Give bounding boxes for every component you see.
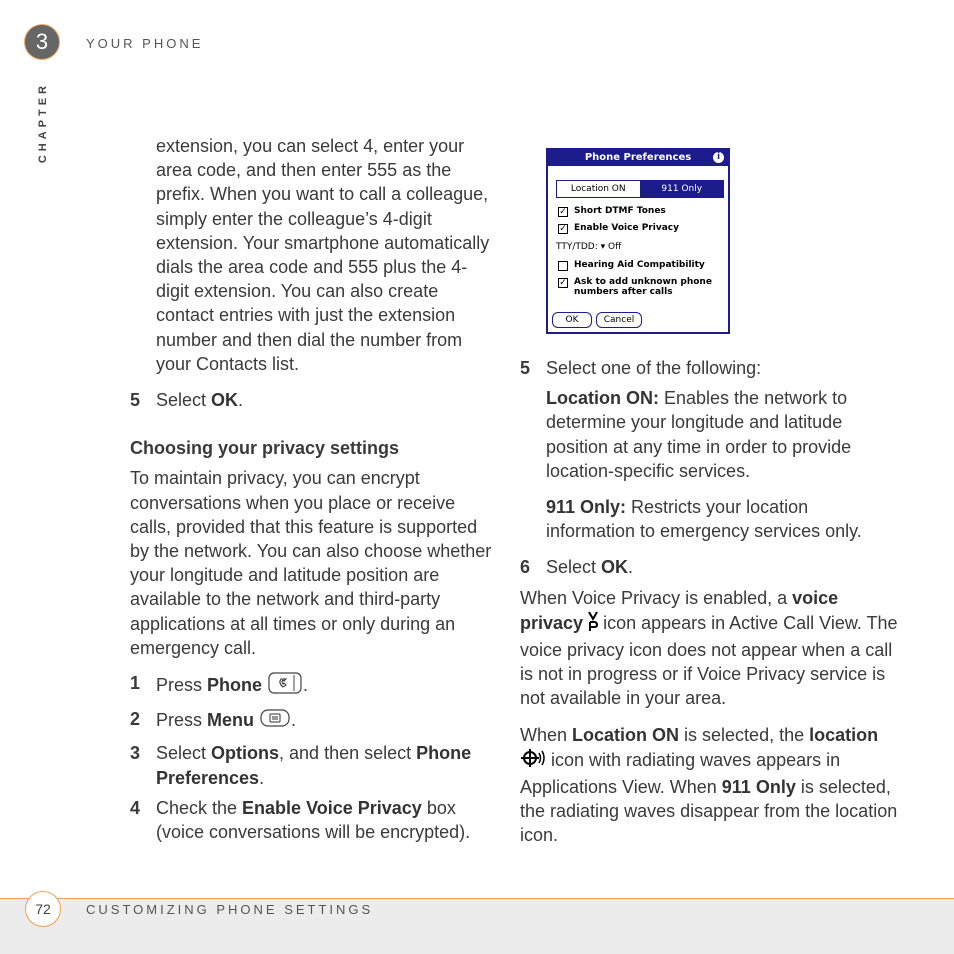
tty-label: TTY/TDD:: [556, 242, 598, 252]
para-text: icon appears in Active Call View. The voice privacy icon does not appear when a call is not in progress or if Voice Privacy service is not available in your area.: [520, 612, 898, 709]
left-column: [130, 134, 500, 844]
intro-paragraph: extension, you can select 4, enter your area code, and then enter 555 as the prefix. When you want to call a colleague, simply enter the colleague’s 4-digit extension. Your smartphone automatically dials the area code and 555 plus the 4-digit extension. You can also create contact entries with just the extension number and then dial the number from your Contacts list.: [156, 136, 490, 374]
step-bold: Phone: [207, 674, 263, 695]
step-bold: Enable Voice Privacy: [242, 797, 422, 818]
chapter-title: YOUR PHONE: [86, 36, 204, 51]
step-6-select-ok: 6 Select OK.: [520, 555, 900, 579]
location-paragraph: [520, 723, 900, 848]
step-number: 2: [130, 709, 141, 730]
para-text: is selected, the: [679, 724, 810, 745]
checkbox-label: [574, 277, 712, 297]
911-only-option[interactable]: 911 Only: [641, 181, 724, 197]
footer-divider: [0, 898, 954, 899]
right-column: [520, 356, 900, 848]
checkbox-label: Hearing Aid Compatibility: [574, 260, 705, 270]
short-dtmf-checkbox[interactable]: [558, 206, 666, 217]
step-bold: OK: [211, 390, 239, 411]
privacy-paragraph: To maintain privacy, you can encrypt conversations when you place or receive calls, provided that this feature is supported by the network. You can also choose whether your longitude and latitude position are available to the network and third-party applications at all times or only during an emergency call.: [130, 468, 492, 658]
para-bold: 911 Only: [721, 777, 796, 798]
location-on-description: [520, 386, 900, 483]
voice-privacy-icon: [588, 610, 598, 638]
para-bold: location: [809, 724, 879, 745]
menu-key-icon: [259, 707, 291, 735]
label-line-2: numbers after calls: [574, 287, 673, 297]
term-bold: Location ON:: [546, 388, 659, 409]
phone-preferences-dialog: [546, 148, 730, 334]
checkbox-label: Enable Voice Privacy: [574, 223, 679, 233]
step-1-press-phone: 1 Press Phone .: [130, 671, 500, 701]
para-bold: Location ON: [572, 724, 680, 745]
step-text: Press: [156, 674, 208, 695]
tty-value: Off: [608, 242, 622, 252]
footer-title: CUSTOMIZING PHONE SETTINGS: [86, 902, 374, 917]
step-text: Select: [546, 557, 602, 578]
dropdown-arrow-icon: ▾: [600, 242, 606, 252]
para-bold: voice privacy: [520, 587, 839, 633]
term-bold: 911 Only:: [546, 497, 627, 518]
chapter-number-badge: 3: [24, 24, 60, 60]
cancel-button[interactable]: Cancel: [596, 312, 642, 328]
step-bold: Options: [211, 743, 280, 764]
step-5-select-ok: 5 Select OK.: [130, 388, 500, 412]
step-text: Check the: [156, 797, 243, 818]
dialog-title-text: Phone Preferences: [584, 152, 692, 163]
voice-privacy-checkbox[interactable]: [558, 223, 679, 234]
step-3-select-options: 3 Select Options, and then select Phone Preferences.: [130, 743, 472, 788]
term-text: Restricts your location information to emergency services only.: [546, 497, 862, 542]
section-heading: Choosing your privacy settings: [130, 438, 400, 459]
para-text: When: [520, 724, 573, 745]
step-number: 3: [130, 743, 141, 764]
911-only-description: [520, 495, 900, 543]
step-text: Select: [156, 743, 212, 764]
step-number: 6: [520, 557, 531, 578]
location-on-option[interactable]: Location ON: [557, 181, 641, 197]
location-segmented-control: [556, 180, 724, 198]
step-bold: Menu: [207, 710, 255, 731]
checkbox-unchecked-icon: [558, 261, 568, 271]
para-text: is selected, the radiating waves disappear from the location icon.: [520, 777, 898, 846]
step-text: , and then select: [279, 743, 417, 764]
phone-key-icon: [267, 671, 303, 701]
step-2-press-menu: 2 Press Menu .: [130, 707, 500, 735]
step-text: Press: [156, 710, 208, 731]
page-number-badge: 72: [25, 891, 61, 927]
para-text: When Voice Privacy is enabled, a: [520, 587, 793, 608]
checkbox-label: Short DTMF Tones: [574, 206, 666, 216]
step-bold: OK: [601, 557, 629, 578]
step-number: 5: [130, 390, 141, 411]
step-text: box (voice conversations will be encrypted).: [156, 797, 471, 843]
ask-to-add-checkbox[interactable]: [558, 277, 712, 297]
step-text: Select one of the following:: [546, 358, 762, 378]
term-text: Enables the network to determine your longitude and latitude position at any time in order to provide location-specific services.: [546, 388, 852, 481]
tty-dropdown[interactable]: [601, 242, 622, 252]
voice-privacy-paragraph: [520, 586, 900, 711]
location-icon: [520, 747, 546, 775]
hearing-aid-checkbox[interactable]: [558, 260, 705, 271]
step-4-check-privacy: [130, 796, 500, 844]
step-text: Select: [156, 390, 212, 411]
chapter-vertical-label: CHAPTER: [37, 82, 49, 164]
step-number: 4: [130, 797, 141, 818]
tty-tdd-row: [556, 242, 621, 252]
para-text: icon with radiating waves appears in Applications View. When: [520, 749, 841, 798]
ok-button[interactable]: OK: [552, 312, 592, 328]
step-number: 5: [520, 358, 531, 378]
dialog-title: [548, 150, 728, 166]
step-5-select-one: [520, 356, 900, 380]
step-number: 1: [130, 673, 141, 694]
checkbox-checked-icon: ✓: [559, 207, 567, 217]
info-icon[interactable]: i: [713, 152, 724, 163]
checkbox-checked-icon: ✓: [559, 278, 567, 288]
step-bold: Phone Preferences: [156, 743, 472, 788]
label-line-1: Ask to add unknown phone: [574, 277, 712, 287]
checkbox-checked-icon: ✓: [559, 224, 567, 234]
